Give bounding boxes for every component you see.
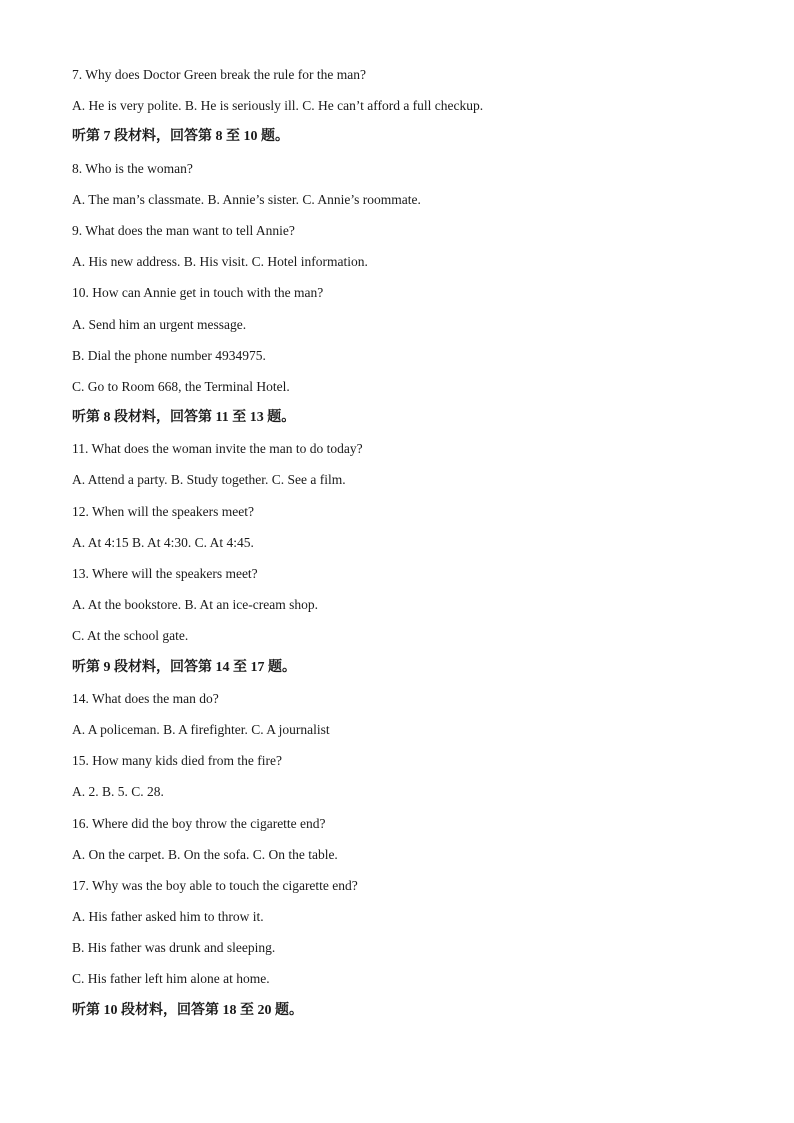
document-page bbox=[72, 64, 732, 1031]
options-15: A. 2. B. 5. C. 28. bbox=[72, 784, 164, 800]
question-7: 7. Why does Doctor Green break the rule for the man? bbox=[72, 67, 367, 82]
options-9: A. His new address. B. His visit. C. Hotel information. bbox=[72, 254, 368, 270]
section-heading-10: 听第 10 段材料，回答第 18 至 20 题。 bbox=[72, 1002, 303, 1018]
question-14: 14. What does the man do? bbox=[72, 690, 219, 706]
question-8: 8. Who is the woman? bbox=[72, 160, 193, 176]
question-15: 15. How many kids died from the fire? bbox=[72, 753, 282, 769]
option-13-c: C. At the school gate. bbox=[72, 628, 189, 644]
option-10-a: A. Send him an urgent message. bbox=[72, 316, 247, 332]
question-13: 13. Where will the speakers meet? bbox=[72, 566, 258, 581]
options-11: A. Attend a party. B. Study together. C. See a film. bbox=[72, 472, 346, 488]
option-17-b: B. His father was drunk and sleeping. bbox=[72, 940, 276, 956]
question-11: 11. What does the woman invite the man to do today? bbox=[72, 441, 363, 457]
question-12: 12. When will the speakers meet? bbox=[72, 503, 254, 519]
question-17: 17. Why was the boy able to touch the cigarette end? bbox=[72, 877, 358, 893]
question-16: 16. Where did the boy throw the cigarette end? bbox=[72, 815, 326, 831]
options-14: A. A policeman. B. A firefighter. C. A journalist bbox=[72, 721, 330, 737]
options-16: A. On the carpet. B. On the sofa. C. On the table. bbox=[72, 846, 338, 862]
option-10-b: B. Dial the phone number 4934975. bbox=[72, 347, 266, 363]
options-8: A. The man’s classmate. B. Annie’s sister. C. Annie’s roommate. bbox=[72, 191, 421, 207]
options-7: A. He is very polite. B. He is seriously ill. C. He can’t afford a full checkup. bbox=[72, 98, 484, 114]
option-17-a: A. His father asked him to throw it. bbox=[72, 909, 264, 925]
section-heading-9: 听第 9 段材料，回答第 14 至 17 题。 bbox=[72, 659, 296, 675]
section-heading-7: 听第 7 段材料，回答第 8 至 10 题。 bbox=[72, 129, 289, 145]
options-12: A. At 4:15 B. At 4:30. C. At 4:45. bbox=[72, 534, 254, 550]
option-17-c: C. His father left him alone at home. bbox=[72, 971, 270, 987]
section-heading-8: 听第 8 段材料，回答第 11 至 13 题。 bbox=[72, 410, 296, 426]
options-13-ab: A. At the bookstore. B. At an ice-cream shop. bbox=[72, 597, 318, 613]
question-9: 9. What does the man want to tell Annie? bbox=[72, 222, 295, 238]
question-10: 10. How can Annie get in touch with the man? bbox=[72, 285, 324, 301]
option-10-c: C. Go to Room 668, the Terminal Hotel. bbox=[72, 378, 290, 394]
